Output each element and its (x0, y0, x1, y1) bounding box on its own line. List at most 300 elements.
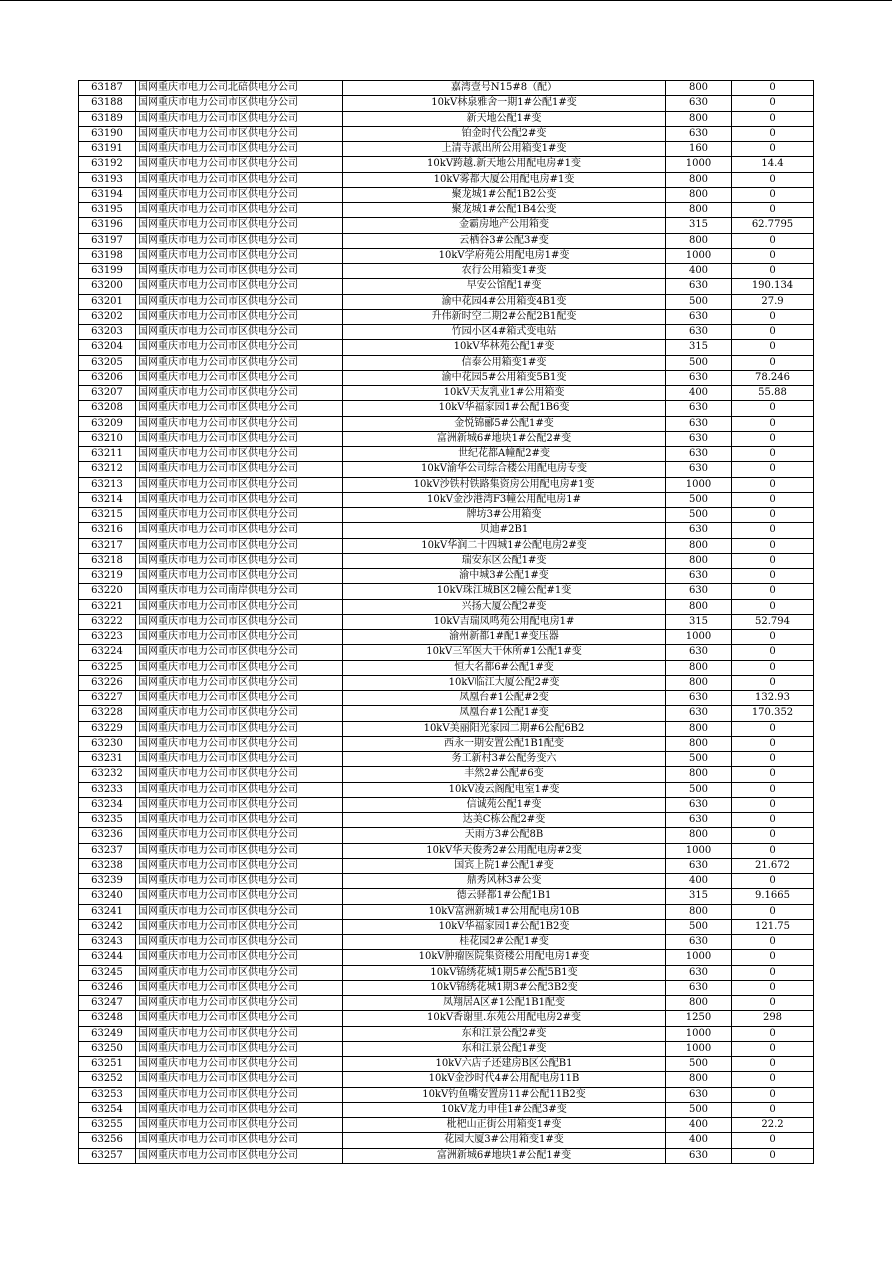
capacity-cell: 500 (666, 919, 732, 934)
value-cell: 0 (732, 1133, 814, 1148)
company-cell: 国网重庆市电力公司市区供电分公司 (136, 965, 343, 980)
value-cell: 22.2 (732, 1118, 814, 1133)
transformer-name-cell: 10kV六店子还建房B区公配B1 (343, 1057, 666, 1072)
row-id-cell: 63246 (79, 980, 136, 995)
capacity-cell: 630 (666, 706, 732, 721)
capacity-cell: 500 (666, 752, 732, 767)
transformer-name-cell: 10kV临江大厦公配2#变 (343, 675, 666, 690)
row-id-cell: 63214 (79, 492, 136, 507)
company-cell: 国网重庆市电力公司市区供电分公司 (136, 462, 343, 477)
company-cell: 国网重庆市电力公司市区供电分公司 (136, 523, 343, 538)
transformer-name-cell: 嘉湾壹号N15#8（配） (343, 81, 666, 96)
table-row (79, 431, 814, 446)
capacity-cell: 1000 (666, 1041, 732, 1056)
company-cell: 国网重庆市电力公司市区供电分公司 (136, 736, 343, 751)
row-id-cell: 63253 (79, 1087, 136, 1102)
transformer-name-cell: 国宾上院1#公配1#变 (343, 858, 666, 873)
row-id-cell: 63237 (79, 843, 136, 858)
value-cell: 0 (732, 1026, 814, 1041)
row-id-cell: 63252 (79, 1072, 136, 1087)
table-row (79, 660, 814, 675)
transformer-name-cell: 10kV吉瑞凤鸣苑公用配电房1# (343, 614, 666, 629)
company-cell: 国网重庆市电力公司市区供电分公司 (136, 782, 343, 797)
company-cell: 国网重庆市电力公司南岸供电分公司 (136, 584, 343, 599)
company-cell: 国网重庆市电力公司市区供电分公司 (136, 1011, 343, 1026)
row-id-cell: 63234 (79, 797, 136, 812)
company-cell: 国网重庆市电力公司市区供电分公司 (136, 187, 343, 202)
capacity-cell: 315 (666, 340, 732, 355)
table-row (79, 111, 814, 126)
value-cell: 0 (732, 142, 814, 157)
company-cell: 国网重庆市电力公司市区供电分公司 (136, 660, 343, 675)
capacity-cell: 630 (666, 523, 732, 538)
company-cell: 国网重庆市电力公司市区供电分公司 (136, 645, 343, 660)
capacity-cell: 630 (666, 96, 732, 111)
value-cell: 0 (732, 569, 814, 584)
value-cell: 0 (732, 431, 814, 446)
row-id-cell: 63255 (79, 1118, 136, 1133)
transformer-name-cell: 东和江景公配1#变 (343, 1041, 666, 1056)
row-id-cell: 63194 (79, 187, 136, 202)
value-cell: 0 (732, 81, 814, 96)
transformer-name-cell: 渝中城3#公配1#变 (343, 569, 666, 584)
company-cell: 国网重庆市电力公司市区供电分公司 (136, 142, 343, 157)
company-cell: 国网重庆市电力公司市区供电分公司 (136, 386, 343, 401)
capacity-cell: 630 (666, 1087, 732, 1102)
table-row (79, 614, 814, 629)
table-row (79, 309, 814, 324)
value-cell: 0 (732, 675, 814, 690)
row-id-cell: 63257 (79, 1148, 136, 1163)
capacity-cell: 800 (666, 996, 732, 1011)
transformer-name-cell: 恒大名都6#公配1#变 (343, 660, 666, 675)
capacity-cell: 800 (666, 767, 732, 782)
value-cell: 0 (732, 721, 814, 736)
capacity-cell: 800 (666, 1072, 732, 1087)
value-cell: 9.1665 (732, 889, 814, 904)
transformer-name-cell: 10kV锦绣花城1期5#公配5B1变 (343, 965, 666, 980)
transformer-name-cell: 瑞安东区公配1#变 (343, 553, 666, 568)
transformer-name-cell: 金霸房地产公用箱变 (343, 218, 666, 233)
row-id-cell: 63191 (79, 142, 136, 157)
company-cell: 国网重庆市电力公司市区供电分公司 (136, 508, 343, 523)
capacity-cell: 800 (666, 675, 732, 690)
capacity-cell: 500 (666, 294, 732, 309)
capacity-cell: 630 (666, 691, 732, 706)
company-cell: 国网重庆市电力公司市区供电分公司 (136, 843, 343, 858)
transformer-name-cell: 西永一期安置公配1B1配变 (343, 736, 666, 751)
company-cell: 国网重庆市电力公司市区供电分公司 (136, 691, 343, 706)
row-id-cell: 63241 (79, 904, 136, 919)
capacity-cell: 630 (666, 325, 732, 340)
transformer-name-cell: 竹园小区4#箱式变电站 (343, 325, 666, 340)
transformer-name-cell: 铂金时代公配2#变 (343, 126, 666, 141)
capacity-cell: 500 (666, 355, 732, 370)
value-cell: 62.7795 (732, 218, 814, 233)
company-cell: 国网重庆市电力公司市区供电分公司 (136, 294, 343, 309)
table-row (79, 736, 814, 751)
company-cell: 国网重庆市电力公司市区供电分公司 (136, 96, 343, 111)
capacity-cell: 630 (666, 462, 732, 477)
capacity-cell: 1000 (666, 950, 732, 965)
row-id-cell: 63218 (79, 553, 136, 568)
company-cell: 国网重庆市电力公司市区供电分公司 (136, 111, 343, 126)
row-id-cell: 63187 (79, 81, 136, 96)
transformer-name-cell: 10kV美丽阳光家园二期#6公配6B2 (343, 721, 666, 736)
company-cell: 国网重庆市电力公司市区供电分公司 (136, 1133, 343, 1148)
value-cell: 78.246 (732, 370, 814, 385)
value-cell: 0 (732, 1041, 814, 1056)
company-cell: 国网重庆市电力公司市区供电分公司 (136, 264, 343, 279)
value-cell: 0 (732, 980, 814, 995)
company-cell: 国网重庆市电力公司市区供电分公司 (136, 1148, 343, 1163)
value-cell: 0 (732, 965, 814, 980)
table-row (79, 96, 814, 111)
capacity-cell: 630 (666, 126, 732, 141)
capacity-cell: 500 (666, 492, 732, 507)
row-id-cell: 63205 (79, 355, 136, 370)
row-id-cell: 63221 (79, 599, 136, 614)
value-cell: 0 (732, 660, 814, 675)
transformer-name-cell: 云栖谷3#公配3#变 (343, 233, 666, 248)
transformer-name-cell: 10kV金沙港湾F3幢公用配电房1# (343, 492, 666, 507)
capacity-cell: 630 (666, 645, 732, 660)
value-cell: 298 (732, 1011, 814, 1026)
company-cell: 国网重庆市电力公司市区供电分公司 (136, 828, 343, 843)
value-cell: 0 (732, 645, 814, 660)
capacity-cell: 800 (666, 828, 732, 843)
table-row (79, 553, 814, 568)
capacity-cell: 630 (666, 858, 732, 873)
transformer-name-cell: 10kV富洲新城1#公用配电房10B (343, 904, 666, 919)
value-cell: 0 (732, 233, 814, 248)
transformer-name-cell: 10kV林泉雅舍一期1#公配1#变 (343, 96, 666, 111)
capacity-cell: 630 (666, 797, 732, 812)
row-id-cell: 63247 (79, 996, 136, 1011)
value-cell: 0 (732, 813, 814, 828)
row-id-cell: 63236 (79, 828, 136, 843)
table-row (79, 416, 814, 431)
company-cell: 国网重庆市电力公司市区供电分公司 (136, 1102, 343, 1117)
row-id-cell: 63200 (79, 279, 136, 294)
table-row (79, 508, 814, 523)
value-cell: 0 (732, 553, 814, 568)
value-cell: 0 (732, 996, 814, 1011)
transformer-name-cell: 枇杷山正街公用箱变1#变 (343, 1118, 666, 1133)
transformer-name-cell: 鼎秀风林3#公变 (343, 874, 666, 889)
transformer-name-cell: 聚龙城1#公配1B2公变 (343, 187, 666, 202)
transformer-name-cell: 10kV学府苑公用配电房1#变 (343, 248, 666, 263)
company-cell: 国网重庆市电力公司市区供电分公司 (136, 721, 343, 736)
capacity-cell: 800 (666, 538, 732, 553)
company-cell: 国网重庆市电力公司市区供电分公司 (136, 172, 343, 187)
row-id-cell: 63223 (79, 630, 136, 645)
table-row (79, 843, 814, 858)
transformer-name-cell: 10kV华福家园1#公配1B2变 (343, 919, 666, 934)
company-cell: 国网重庆市电力公司市区供电分公司 (136, 248, 343, 263)
row-id-cell: 63240 (79, 889, 136, 904)
transformer-name-cell: 10kV三军医大干休所#1公配1#变 (343, 645, 666, 660)
capacity-cell: 315 (666, 218, 732, 233)
company-cell: 国网重庆市电力公司市区供电分公司 (136, 157, 343, 172)
capacity-cell: 500 (666, 1057, 732, 1072)
value-cell: 170.352 (732, 706, 814, 721)
company-cell: 国网重庆市电力公司市区供电分公司 (136, 416, 343, 431)
row-id-cell: 63213 (79, 477, 136, 492)
capacity-cell: 630 (666, 813, 732, 828)
table-row (79, 218, 814, 233)
table-row (79, 980, 814, 995)
table-row (79, 828, 814, 843)
company-cell: 国网重庆市电力公司市区供电分公司 (136, 309, 343, 324)
capacity-cell: 800 (666, 660, 732, 675)
row-id-cell: 63233 (79, 782, 136, 797)
transformer-name-cell: 富洲新城6#地块1#公配2#变 (343, 431, 666, 446)
transformer-name-cell: 10kV钓鱼嘴安置房11#公配11B2变 (343, 1087, 666, 1102)
table-row (79, 950, 814, 965)
row-id-cell: 63190 (79, 126, 136, 141)
capacity-cell: 500 (666, 508, 732, 523)
value-cell: 0 (732, 492, 814, 507)
table-row (79, 447, 814, 462)
transformer-name-cell: 10kV渝华公司综合楼公用配电房专变 (343, 462, 666, 477)
row-id-cell: 63212 (79, 462, 136, 477)
row-id-cell: 63209 (79, 416, 136, 431)
value-cell: 0 (732, 355, 814, 370)
table-row (79, 126, 814, 141)
transformer-name-cell: 10kV雾都大厦公用配电房#1变 (343, 172, 666, 187)
row-id-cell: 63230 (79, 736, 136, 751)
table-row (79, 340, 814, 355)
value-cell: 0 (732, 874, 814, 889)
capacity-cell: 1250 (666, 1011, 732, 1026)
company-cell: 国网重庆市电力公司市区供电分公司 (136, 1057, 343, 1072)
transformer-name-cell: 富洲新城6#地块1#公配1#变 (343, 1148, 666, 1163)
table-row (79, 1026, 814, 1041)
table-row (79, 584, 814, 599)
value-cell: 0 (732, 1148, 814, 1163)
transformer-name-cell: 桂花园2#公配1#变 (343, 935, 666, 950)
value-cell: 0 (732, 126, 814, 141)
company-cell: 国网重庆市电力公司市区供电分公司 (136, 340, 343, 355)
transformer-name-cell: 凤凰台#1公配1#变 (343, 706, 666, 721)
value-cell: 0 (732, 203, 814, 218)
table-row (79, 1011, 814, 1026)
table-row (79, 355, 814, 370)
row-id-cell: 63188 (79, 96, 136, 111)
transformer-name-cell: 早安公馆配1#变 (343, 279, 666, 294)
company-cell: 国网重庆市电力公司市区供电分公司 (136, 813, 343, 828)
value-cell: 0 (732, 309, 814, 324)
transformer-name-cell: 10kV金沙时代4#公用配电房11B (343, 1072, 666, 1087)
company-cell: 国网重庆市电力公司市区供电分公司 (136, 431, 343, 446)
company-cell: 国网重庆市电力公司市区供电分公司 (136, 996, 343, 1011)
transformer-name-cell: 兴扬大厦公配2#变 (343, 599, 666, 614)
value-cell: 0 (732, 752, 814, 767)
transformer-name-cell: 贝迪#2B1 (343, 523, 666, 538)
value-cell: 0 (732, 172, 814, 187)
row-id-cell: 63215 (79, 508, 136, 523)
row-id-cell: 63216 (79, 523, 136, 538)
row-id-cell: 63254 (79, 1102, 136, 1117)
transformer-name-cell: 金悦锦郦5#公配1#变 (343, 416, 666, 431)
transformer-name-cell: 信诚苑公配1#变 (343, 797, 666, 812)
table-row (79, 691, 814, 706)
value-cell: 0 (732, 828, 814, 843)
value-cell: 0 (732, 1072, 814, 1087)
transformer-name-cell: 天雨方3#公配8B (343, 828, 666, 843)
company-cell: 国网重庆市电力公司市区供电分公司 (136, 935, 343, 950)
capacity-cell: 800 (666, 172, 732, 187)
company-cell: 国网重庆市电力公司市区供电分公司 (136, 1026, 343, 1041)
table-body (79, 81, 814, 1164)
table-row (79, 782, 814, 797)
capacity-cell: 630 (666, 447, 732, 462)
value-cell: 0 (732, 935, 814, 950)
capacity-cell: 630 (666, 980, 732, 995)
transformer-name-cell: 渝中花园5#公用箱变5B1变 (343, 370, 666, 385)
transformer-table (78, 80, 814, 1164)
table-row (79, 462, 814, 477)
company-cell: 国网重庆市电力公司市区供电分公司 (136, 325, 343, 340)
table-row (79, 767, 814, 782)
transformer-name-cell: 10kV锦绣花城1期3#公配3B2变 (343, 980, 666, 995)
value-cell: 0 (732, 1102, 814, 1117)
value-cell: 55.88 (732, 386, 814, 401)
table-row (79, 797, 814, 812)
value-cell: 0 (732, 599, 814, 614)
capacity-cell: 630 (666, 431, 732, 446)
company-cell: 国网重庆市电力公司市区供电分公司 (136, 889, 343, 904)
capacity-cell: 800 (666, 736, 732, 751)
capacity-cell: 800 (666, 111, 732, 126)
table-row (79, 142, 814, 157)
row-id-cell: 63224 (79, 645, 136, 660)
transformer-name-cell: 上清寺派出所公用箱变1#变 (343, 142, 666, 157)
table-row (79, 965, 814, 980)
transformer-name-cell: 10kV华天俊秀2#公用配电房#2变 (343, 843, 666, 858)
company-cell: 国网重庆市电力公司北碚供电分公司 (136, 81, 343, 96)
table-row (79, 157, 814, 172)
table-row (79, 1072, 814, 1087)
row-id-cell: 63196 (79, 218, 136, 233)
row-id-cell: 63251 (79, 1057, 136, 1072)
company-cell: 国网重庆市电力公司市区供电分公司 (136, 980, 343, 995)
table-row (79, 1087, 814, 1102)
transformer-name-cell: 务工新村3#公配务变六 (343, 752, 666, 767)
company-cell: 国网重庆市电力公司市区供电分公司 (136, 492, 343, 507)
value-cell: 0 (732, 523, 814, 538)
capacity-cell: 315 (666, 889, 732, 904)
capacity-cell: 800 (666, 721, 732, 736)
value-cell: 0 (732, 416, 814, 431)
company-cell: 国网重庆市电力公司市区供电分公司 (136, 1118, 343, 1133)
value-cell: 0 (732, 767, 814, 782)
capacity-cell: 630 (666, 279, 732, 294)
transformer-name-cell: 10kV龙力申佳1#公配3#变 (343, 1102, 666, 1117)
table-row (79, 630, 814, 645)
capacity-cell: 800 (666, 599, 732, 614)
capacity-cell: 1000 (666, 477, 732, 492)
capacity-cell: 630 (666, 584, 732, 599)
row-id-cell: 63199 (79, 264, 136, 279)
value-cell: 0 (732, 1057, 814, 1072)
capacity-cell: 630 (666, 965, 732, 980)
transformer-name-cell: 新天地公配1#变 (343, 111, 666, 126)
company-cell: 国网重庆市电力公司市区供电分公司 (136, 767, 343, 782)
value-cell: 52.794 (732, 614, 814, 629)
row-id-cell: 63249 (79, 1026, 136, 1041)
row-id-cell: 63201 (79, 294, 136, 309)
company-cell: 国网重庆市电力公司市区供电分公司 (136, 1041, 343, 1056)
row-id-cell: 63217 (79, 538, 136, 553)
row-id-cell: 63220 (79, 584, 136, 599)
row-id-cell: 63225 (79, 660, 136, 675)
table-row (79, 370, 814, 385)
capacity-cell: 630 (666, 401, 732, 416)
value-cell: 0 (732, 401, 814, 416)
row-id-cell: 63227 (79, 691, 136, 706)
company-cell: 国网重庆市电力公司市区供电分公司 (136, 752, 343, 767)
company-cell: 国网重庆市电力公司市区供电分公司 (136, 1087, 343, 1102)
transformer-name-cell: 花园大厦3#公用箱变1#变 (343, 1133, 666, 1148)
table-row (79, 889, 814, 904)
table-row (79, 477, 814, 492)
value-cell: 0 (732, 782, 814, 797)
transformer-name-cell: 10kV华福家园1#公配1B6变 (343, 401, 666, 416)
capacity-cell: 160 (666, 142, 732, 157)
company-cell: 国网重庆市电力公司市区供电分公司 (136, 218, 343, 233)
table-row (79, 904, 814, 919)
capacity-cell: 1000 (666, 843, 732, 858)
capacity-cell: 1000 (666, 1026, 732, 1041)
company-cell: 国网重庆市电力公司市区供电分公司 (136, 797, 343, 812)
table-row (79, 187, 814, 202)
table-row (79, 81, 814, 96)
capacity-cell: 630 (666, 309, 732, 324)
capacity-cell: 800 (666, 553, 732, 568)
transformer-name-cell: 10kV香谢里.东苑公用配电房2#变 (343, 1011, 666, 1026)
company-cell: 国网重庆市电力公司市区供电分公司 (136, 203, 343, 218)
company-cell: 国网重庆市电力公司市区供电分公司 (136, 706, 343, 721)
transformer-name-cell: 达美C栋公配2#变 (343, 813, 666, 828)
value-cell: 0 (732, 843, 814, 858)
row-id-cell: 63228 (79, 706, 136, 721)
company-cell: 国网重庆市电力公司市区供电分公司 (136, 401, 343, 416)
row-id-cell: 63197 (79, 233, 136, 248)
table-row (79, 233, 814, 248)
capacity-cell: 500 (666, 782, 732, 797)
table-row (79, 1118, 814, 1133)
company-cell: 国网重庆市电力公司市区供电分公司 (136, 553, 343, 568)
row-id-cell: 63232 (79, 767, 136, 782)
table-row (79, 874, 814, 889)
row-id-cell: 63198 (79, 248, 136, 263)
value-cell: 0 (732, 248, 814, 263)
company-cell: 国网重庆市电力公司市区供电分公司 (136, 614, 343, 629)
value-cell: 0 (732, 96, 814, 111)
company-cell: 国网重庆市电力公司市区供电分公司 (136, 355, 343, 370)
row-id-cell: 63207 (79, 386, 136, 401)
company-cell: 国网重庆市电力公司市区供电分公司 (136, 370, 343, 385)
company-cell: 国网重庆市电力公司市区供电分公司 (136, 950, 343, 965)
company-cell: 国网重庆市电力公司市区供电分公司 (136, 919, 343, 934)
transformer-name-cell: 10kV天友乳业1#公用箱变 (343, 386, 666, 401)
row-id-cell: 63202 (79, 309, 136, 324)
row-id-cell: 63256 (79, 1133, 136, 1148)
value-cell: 0 (732, 111, 814, 126)
value-cell: 0 (732, 508, 814, 523)
